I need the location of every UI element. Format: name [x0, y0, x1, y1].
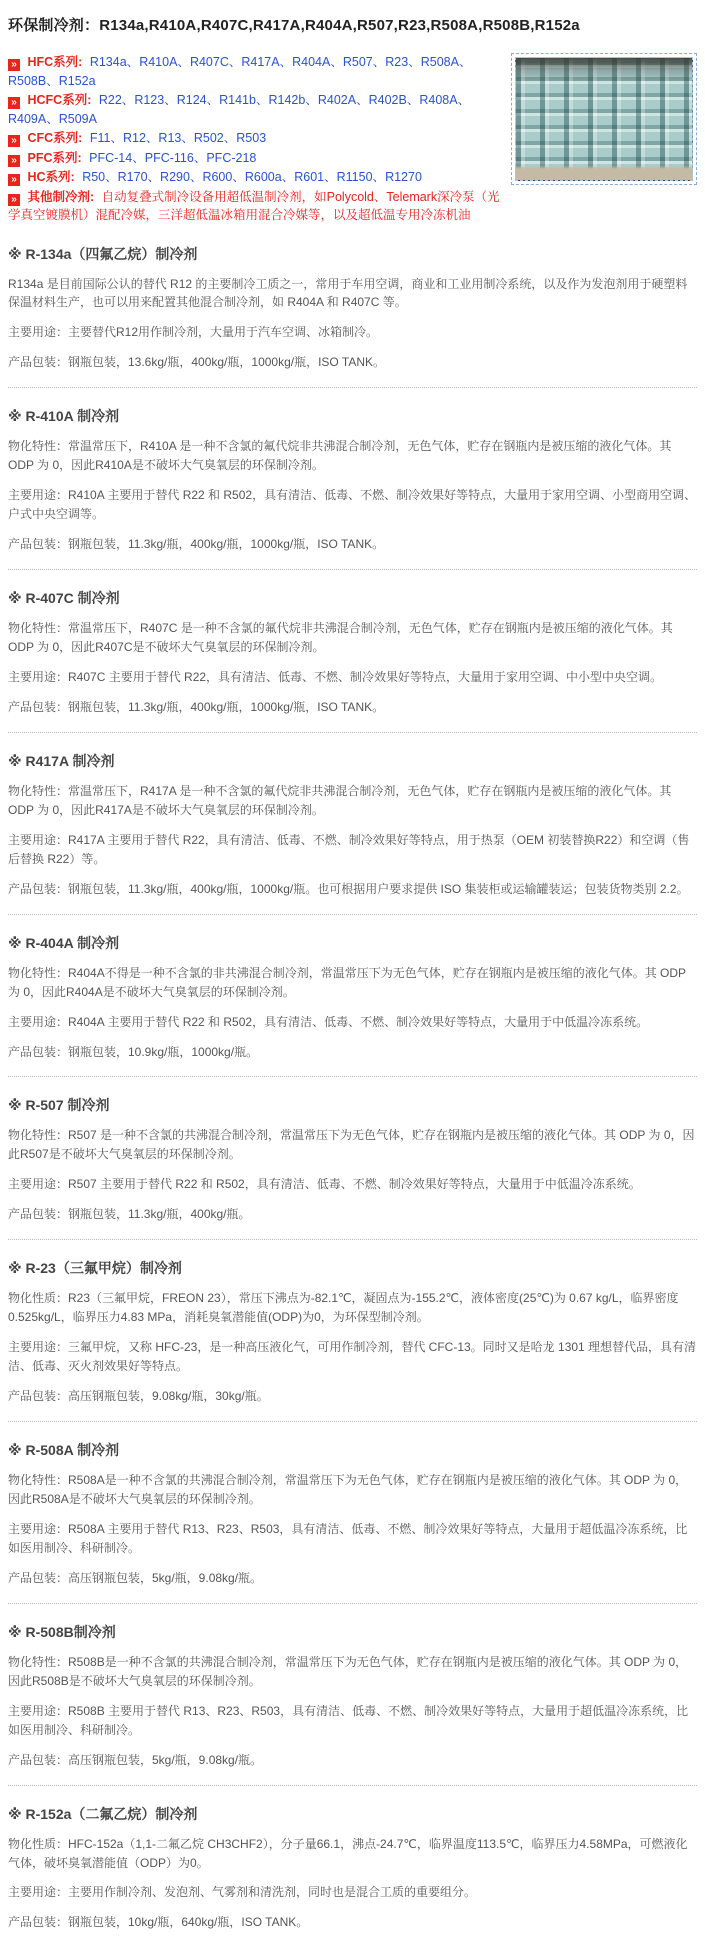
- series-separator: 、: [110, 131, 123, 145]
- series-link[interactable]: R410A: [139, 55, 178, 69]
- series-link[interactable]: R404A: [292, 55, 331, 69]
- section-divider: [8, 1239, 697, 1240]
- series-link[interactable]: R12: [122, 131, 146, 145]
- section-heading: ※ R-507 制冷剂: [8, 1097, 110, 1114]
- series-link[interactable]: R1150: [336, 170, 373, 184]
- section-paragraph: 物化特性：R508A是一种不含氯的共沸混合制冷剂，常温常压下为无色气体，贮存在钢瓶内是被压缩的液化气体。其 ODP 为 0，因此R508A是不破坏大气臭氧层的环保制冷剂。: [8, 1473, 688, 1506]
- intro-block: [8, 51, 697, 226]
- refrigerant-cylinders-photo: [515, 57, 693, 181]
- series-row: [8, 188, 697, 225]
- series-link[interactable]: R409A: [8, 111, 47, 126]
- section-heading: ※ R-23（三氟甲烷）制冷剂: [8, 1260, 182, 1277]
- series-separator: 、: [232, 170, 245, 184]
- section-heading: ※ R-407C 制冷剂: [8, 590, 120, 607]
- series-link[interactable]: R402B: [368, 93, 407, 107]
- series-separator: 、: [193, 150, 207, 165]
- series-link[interactable]: R408A: [419, 93, 458, 107]
- series-label: HCFC系列:: [27, 93, 92, 107]
- section-paragraph: 产品包装：高压钢瓶包装，5kg/瓶，9.08kg/瓶。: [8, 1570, 263, 1585]
- section-paragraph: 物化特性：常温常压下，R417A 是一种不含氯的氟代烷非共沸混合制冷剂，无色气体，贮存在钢瓶内是被压缩的液化气体。其 ODP 为 0，因此R417A是不破坏大气臭氧层的环保制冷剂。: [8, 783, 672, 817]
- section-paragraph: 主要用途：R407C 主要用于替代 R22，具有清洁、低毒、不燃、制冷效果好等特点，大量用于家用空调、中小型中央空调。: [8, 669, 663, 684]
- series-link[interactable]: R508A: [420, 55, 459, 69]
- section-paragraph: 主要用途：主要用作制冷剂、发泡剂、气雾剂和清洗剂，同时也是混合工质的重要组分。: [8, 1885, 477, 1900]
- section-body: [8, 1835, 697, 1933]
- series-label: CFC系列:: [27, 131, 83, 145]
- section-paragraph: 物化特性：R507 是一种不含氯的共沸混合制冷剂，常温常压下为无色气体，贮存在钢瓶内是被压缩的液化气体。其 ODP 为 0，因此R507是不破坏大气臭氧层的环保制冷剂。: [8, 1128, 695, 1162]
- series-separator: 、: [372, 170, 386, 184]
- series-link[interactable]: R142b: [268, 93, 306, 107]
- section-heading: ※ R-134a（四氟乙烷）制冷剂: [8, 245, 198, 262]
- series-separator: 、: [206, 93, 220, 107]
- series-link[interactable]: R290: [160, 170, 190, 184]
- product-photo-frame: [511, 53, 697, 185]
- series-link[interactable]: R508B: [8, 73, 47, 88]
- section-divider: [8, 387, 697, 388]
- series-links: [90, 131, 266, 145]
- series-link[interactable]: F11: [89, 131, 111, 145]
- series-separator: 、: [132, 150, 145, 165]
- red-arrow-icon: »: [8, 174, 20, 186]
- series-link[interactable]: PFC-14: [89, 150, 133, 165]
- section-paragraph: R134a 是目前国际公认的替代 R12 的主要制冷工质之一，常用于车用空调，商业和工业用制冷系统，以及作为发泡剂用于硬塑料保温材料生产，也可以用来配置其他混合制冷剂，如 R404A 和 R407C 等。: [8, 276, 688, 310]
- series-link[interactable]: R134a: [89, 55, 127, 69]
- section-heading: ※ R-410A 制冷剂: [8, 408, 120, 425]
- series-separator: 、: [279, 55, 293, 69]
- series-link[interactable]: R141b: [219, 93, 256, 107]
- series-link[interactable]: R509A: [58, 111, 97, 126]
- section-divider: [8, 569, 697, 570]
- series-separator: 、: [324, 170, 337, 184]
- section-heading: ※ R-508A 制冷剂: [8, 1442, 120, 1459]
- series-link[interactable]: R600a: [244, 170, 282, 184]
- series-link[interactable]: R600: [202, 170, 233, 184]
- series-label: HFC系列:: [27, 55, 83, 69]
- red-arrow-icon: »: [8, 135, 20, 147]
- product-section: [8, 244, 697, 389]
- series-link[interactable]: PFC-218: [206, 150, 257, 165]
- series-separator: 、: [46, 73, 59, 88]
- section-heading: ※ R-508B制冷剂: [8, 1623, 116, 1640]
- section-body: [8, 1126, 697, 1224]
- series-link[interactable]: R601: [294, 170, 325, 184]
- product-section: [8, 751, 697, 915]
- section-body: [8, 1653, 697, 1770]
- section-body: [8, 275, 697, 373]
- red-arrow-icon: »: [8, 155, 20, 167]
- product-section: [8, 1622, 697, 1786]
- series-separator: 、: [223, 131, 237, 145]
- product-section: [8, 933, 697, 1078]
- series-separator: 、: [305, 93, 318, 107]
- section-paragraph: 物化特性：常温常压下，R410A 是一种不含氯的氟代烷非共沸混合制冷剂，无色气体，贮存在钢瓶内是被压缩的液化气体。其 ODP 为 0，因此R410A是不破坏大气臭氧层的环保制冷剂。: [8, 439, 672, 473]
- series-link[interactable]: R124: [176, 93, 207, 107]
- series-link[interactable]: R407C: [189, 55, 229, 69]
- series-separator: 、: [105, 170, 118, 184]
- series-link[interactable]: R13: [158, 131, 182, 145]
- series-link[interactable]: R22: [98, 93, 122, 107]
- series-links: [89, 151, 256, 165]
- section-paragraph: 产品包装：高压钢瓶包装，9.08kg/瓶，30kg/瓶。: [8, 1389, 269, 1404]
- series-link[interactable]: R502: [193, 131, 224, 145]
- series-link[interactable]: R123: [134, 93, 165, 107]
- section-paragraph: 产品包装：钢瓶包装，11.3kg/瓶，400kg/瓶，1000kg/瓶，ISO TANK。: [8, 537, 385, 552]
- section-paragraph: 物化性质：R23（三氟甲烷，FREON 23），常压下沸点为-82.1℃，凝固点为-155.2℃，液体密度(25℃)为 0.67 kg/L，临界密度0.525kg/L，临界压力4.83 MPa，消耗臭氧潜能值(ODP)为0，为环保型制冷剂。: [8, 1291, 679, 1325]
- series-separator: 、: [228, 55, 242, 69]
- series-separator: 、: [121, 93, 135, 107]
- series-link[interactable]: R503: [236, 131, 267, 145]
- red-arrow-icon: »: [8, 194, 20, 206]
- section-divider: [8, 1421, 697, 1422]
- section-body: [8, 964, 697, 1062]
- series-separator: 、: [145, 131, 159, 145]
- section-body: [8, 1289, 697, 1406]
- series-separator: 、: [406, 93, 420, 107]
- section-paragraph: 产品包装：高压钢瓶包装，5kg/瓶，9.08kg/瓶。: [8, 1752, 263, 1767]
- product-section: [8, 588, 697, 733]
- section-paragraph: 主要用途：R417A 主要用于替代 R22，具有清洁、低毒、不燃、制冷效果好等特点，用于热泵（OEM 初装替换R22）和空调（售后替换 R22）等。: [8, 832, 690, 866]
- series-link[interactable]: R1270: [385, 170, 422, 184]
- section-paragraph: 主要用途：R410A 主要用于替代 R22 和 R502，具有清洁、低毒、不燃、制冷效果好等特点，大量用于家用空调、小型商用空调、户式中央空调等。: [8, 488, 697, 522]
- section-body: [8, 1471, 697, 1588]
- product-section: [8, 406, 697, 570]
- product-section: [8, 1095, 697, 1240]
- section-paragraph: 物化特性：R404A不得是一种不含氯的非共沸混合制冷剂，常温常压下为无色气体，贮存在钢瓶内是被压缩的液化气体。其 ODP 为 0，因此R404A是不破坏大气臭氧层的环保制冷剂。: [8, 965, 686, 999]
- series-separator: 、: [46, 111, 59, 126]
- series-link[interactable]: R507: [342, 55, 373, 69]
- series-separator: 、: [356, 93, 369, 107]
- section-paragraph: 物化特性：R508B是一种不含氯的共沸混合制冷剂，常温常压下为无色气体，贮存在钢瓶内是被压缩的液化气体。其 ODP 为 0，因此R508B是不破坏大气臭氧层的环保制冷剂。: [8, 1654, 688, 1688]
- section-paragraph: 主要用途：主要替代R12用作制冷剂，大量用于汽车空调、冰箱制冷。: [8, 325, 379, 340]
- series-separator: 、: [330, 55, 343, 69]
- series-separator: 、: [181, 131, 194, 145]
- series-label: HC系列:: [27, 170, 75, 184]
- section-divider: [8, 1603, 697, 1604]
- product-section: [8, 1440, 697, 1604]
- series-other-text: 自动复叠式制冷设备用超低温制冷剂，如Polycold、Telemark深冷泵（光学真空镀膜机）混配冷媒，三洋超低温冰箱用混合冷媒等，以及超低温专用冷冻机油: [8, 189, 500, 222]
- series-separator: 、: [457, 93, 471, 107]
- product-section: [8, 1804, 697, 1933]
- section-heading: ※ R-404A 制冷剂: [8, 934, 120, 951]
- section-divider: [8, 914, 697, 915]
- section-divider: [8, 732, 697, 733]
- section-paragraph: 产品包装：钢瓶包装，13.6kg/瓶，400kg/瓶，1000kg/瓶，ISO TANK。: [8, 355, 385, 370]
- series-separator: 、: [189, 170, 203, 184]
- series-separator: 、: [458, 55, 472, 69]
- series-label: PFC系列:: [27, 150, 82, 165]
- series-separator: 、: [255, 93, 269, 107]
- section-paragraph: 主要用途：R508A 主要用于替代 R13、R23、R503，具有清洁、低毒、不燃、制冷效果好等特点，大量用于超低温冷冻系统，比如医用制冷、科研制冷。: [8, 1521, 688, 1555]
- series-separator: 、: [408, 55, 421, 69]
- section-paragraph: 产品包装：钢瓶包装，11.3kg/瓶，400kg/瓶，1000kg/瓶。也可根据用户要求提供 ISO 集装柜或运输罐装运；包装货物类别 2.2。: [8, 881, 689, 896]
- section-divider: [8, 1076, 697, 1077]
- section-paragraph: 物化特性：常温常压下，R407C 是一种不含氯的氟代烷非共沸混合制冷剂，无色气体，贮存在钢瓶内是被压缩的液化气体。其 ODP 为 0，因此R407C是不破坏大气臭氧层的环保制冷剂。: [8, 621, 673, 655]
- section-paragraph: 主要用途：R404A 主要用于替代 R22 和 R502，具有清洁、低毒、不燃、制冷效果好等特点，大量用于中低温冷冻系统。: [8, 1014, 649, 1029]
- sections: [8, 244, 697, 1933]
- series-separator: 、: [177, 55, 190, 69]
- section-paragraph: 产品包装：钢瓶包装，11.3kg/瓶，400kg/瓶。: [8, 1207, 251, 1222]
- series-separator: 、: [281, 170, 295, 184]
- series-link[interactable]: R23: [385, 55, 409, 69]
- section-paragraph: 物化性质：HFC-152a（1,1-二氟乙烷 CH3CHF2），分子量66.1，沸点-24.7℃，临界温度113.5℃，临界压力4.58MPa，可燃液化气体，破坏臭氧潜能值（ODP）为0。: [8, 1836, 688, 1870]
- page-title: 环保制冷剂：R134a,R410A,R407C,R417A,R404A,R507,R23,R508A,R508B,R152a: [8, 17, 580, 34]
- section-heading: ※ R-152a（二氟乙烷）制冷剂: [8, 1805, 198, 1822]
- series-link[interactable]: R417A: [241, 55, 280, 69]
- series-separator: 、: [147, 170, 161, 184]
- series-link[interactable]: R402A: [317, 93, 357, 107]
- series-link[interactable]: R152a: [58, 73, 96, 88]
- series-separator: 、: [372, 55, 386, 69]
- section-body: [8, 437, 697, 554]
- product-section: [8, 1258, 697, 1422]
- series-link[interactable]: R50: [82, 170, 106, 184]
- section-body: [8, 782, 697, 899]
- red-arrow-icon: »: [8, 97, 20, 109]
- series-separator: 、: [164, 93, 177, 107]
- red-arrow-icon: »: [8, 59, 20, 71]
- section-paragraph: 产品包装：钢瓶包装，10.9kg/瓶，1000kg/瓶。: [8, 1044, 259, 1059]
- section-paragraph: 主要用途：R508B 主要用于替代 R13、R23、R503，具有清洁、低毒、不燃、制冷效果好等特点，大量用于超低温冷冻系统，比如医用制冷、科研制冷。: [8, 1703, 689, 1737]
- series-link[interactable]: PFC-116: [144, 150, 194, 165]
- section-paragraph: 主要用途：R507 主要用于替代 R22 和 R502，具有清洁、低毒、不燃、制冷效果好等特点，大量用于中低温冷冻系统。: [8, 1177, 641, 1192]
- section-heading: ※ R417A 制冷剂: [8, 752, 115, 769]
- series-link[interactable]: R170: [117, 170, 148, 184]
- section-divider: [8, 1785, 697, 1786]
- section-paragraph: 产品包装：钢瓶包装，11.3kg/瓶，400kg/瓶，1000kg/瓶，ISO TANK。: [8, 699, 385, 714]
- section-paragraph: 主要用途：三氟甲烷，又称 HFC-23，是一种高压液化气，可用作制冷剂，替代 CFC-13。同时又是哈龙 1301 理想替代品，具有清洁、低毒、灭火剂效果好等特点。: [8, 1340, 697, 1374]
- series-label: 其他制冷剂:: [27, 189, 95, 204]
- series-links: [82, 170, 422, 184]
- series-separator: 、: [126, 55, 140, 69]
- section-paragraph: 产品包装：钢瓶包装，10kg/瓶，640kg/瓶，ISO TANK。: [8, 1915, 309, 1930]
- section-body: [8, 619, 697, 717]
